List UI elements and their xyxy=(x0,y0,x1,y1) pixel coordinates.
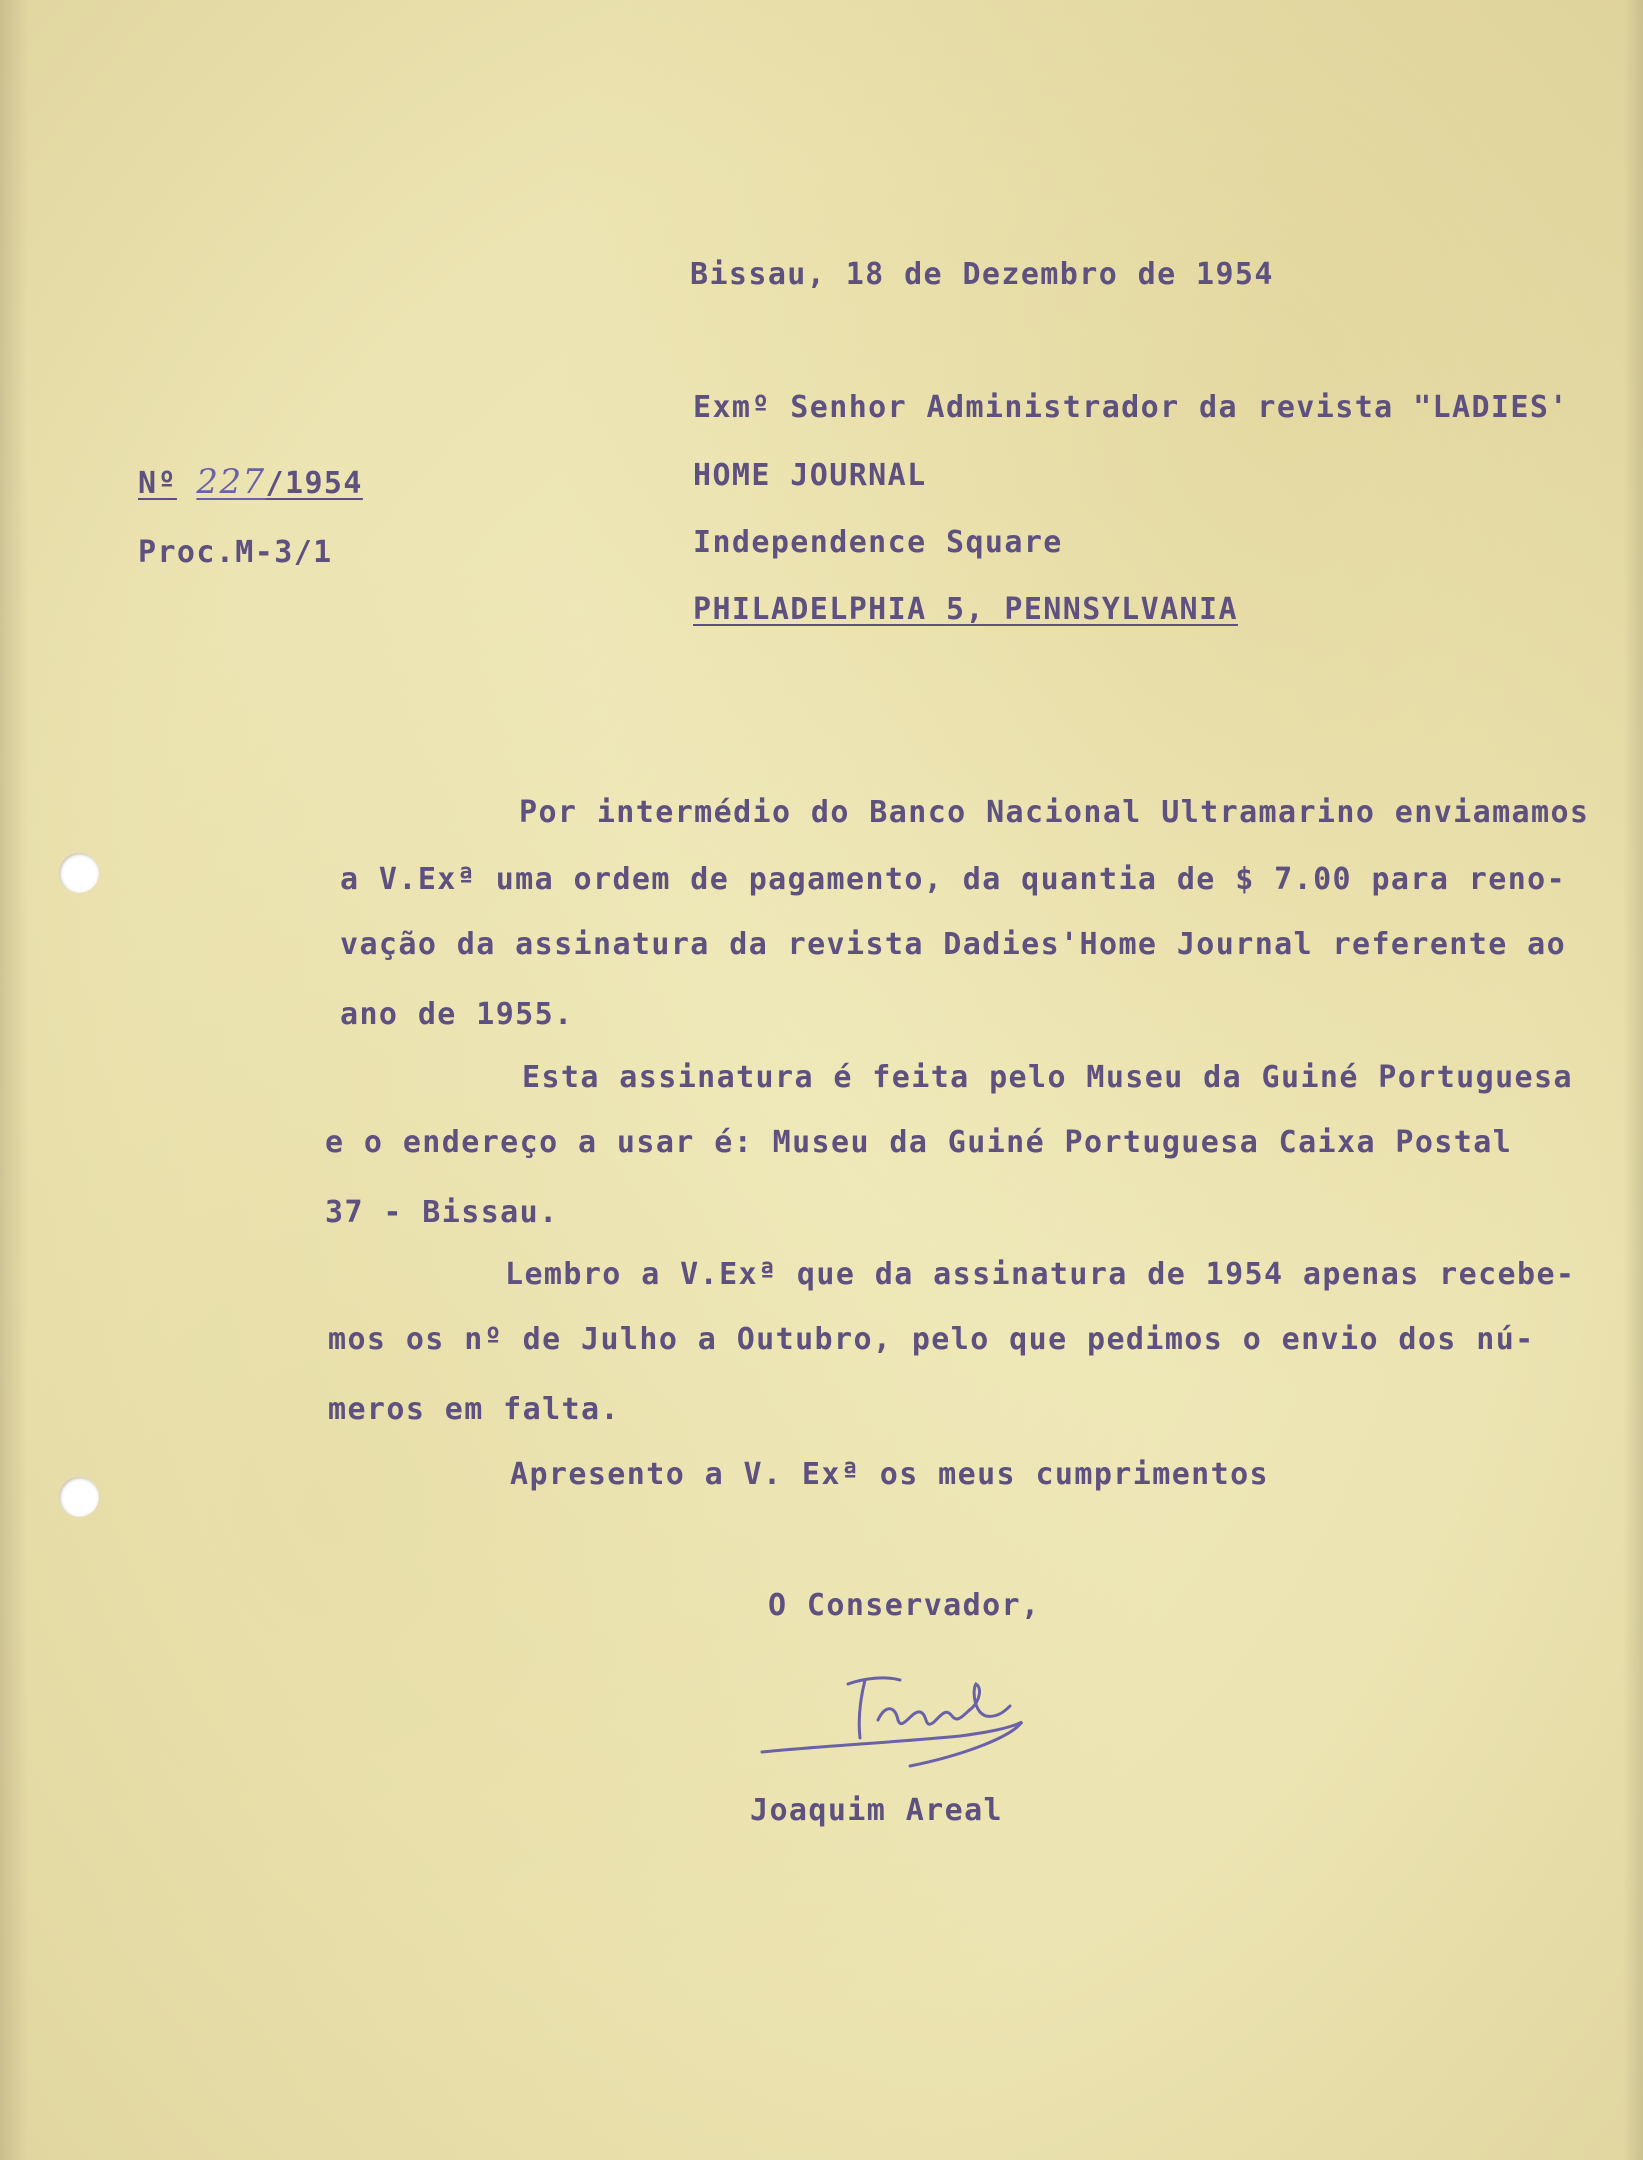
body-line-2: a V.Exª uma ordem de pagamento, da quantia de $ 7.00 para reno- xyxy=(340,862,1567,897)
paper-edge-shadow-left xyxy=(0,0,28,2160)
handwritten-signature xyxy=(760,1650,1060,1770)
date-line: Bissau, 18 de Dezembro de 1954 xyxy=(690,257,1274,292)
recipient-line-4: PHILADELPHIA 5, PENNSYLVANIA xyxy=(693,592,1238,627)
reference-prefix: Nº xyxy=(138,466,177,501)
body-line-7: 37 - Bissau. xyxy=(325,1195,559,1230)
body-line-4: ano de 1955. xyxy=(340,997,574,1032)
punch-hole-top xyxy=(59,853,99,893)
reference-number xyxy=(138,462,363,502)
body-line-10: meros em falta. xyxy=(328,1392,620,1427)
body-line-6: e o endereço a usar é: Museu da Guiné Portuguesa Caixa Postal xyxy=(325,1125,1513,1160)
reference-suffix: /1954 xyxy=(265,466,363,501)
recipient-line-3: Independence Square xyxy=(693,525,1063,560)
body-line-8: Lembro a V.Exª que da assinatura de 1954 apenas recebe- xyxy=(505,1257,1576,1292)
signatory-name: Joaquim Areal xyxy=(750,1793,1003,1828)
reference-handwritten-number: 227 xyxy=(196,462,266,502)
body-line-9: mos os nº de Julho a Outubro, pelo que pedimos o envio dos nú- xyxy=(328,1322,1535,1357)
recipient-line-1: Exmº Senhor Administrador da revista "LADIES' xyxy=(693,390,1569,425)
body-line-11: Apresento a V. Exª os meus cumprimentos xyxy=(510,1457,1269,1492)
paper-edge-shadow-right xyxy=(1623,0,1643,2160)
process-reference: Proc.M-3/1 xyxy=(138,535,333,570)
body-line-3: vação da assinatura da revista Dadies'Home Journal referente ao xyxy=(340,927,1567,962)
body-line-5: Esta assinatura é feita pelo Museu da Guiné Portuguesa xyxy=(522,1060,1573,1095)
recipient-line-2: HOME JOURNAL xyxy=(693,458,927,493)
body-line-1: Por intermédio do Banco Nacional Ultramarino enviamamos xyxy=(519,795,1590,830)
punch-hole-bottom xyxy=(59,1477,99,1517)
closing-line: O Conservador, xyxy=(768,1588,1041,1623)
